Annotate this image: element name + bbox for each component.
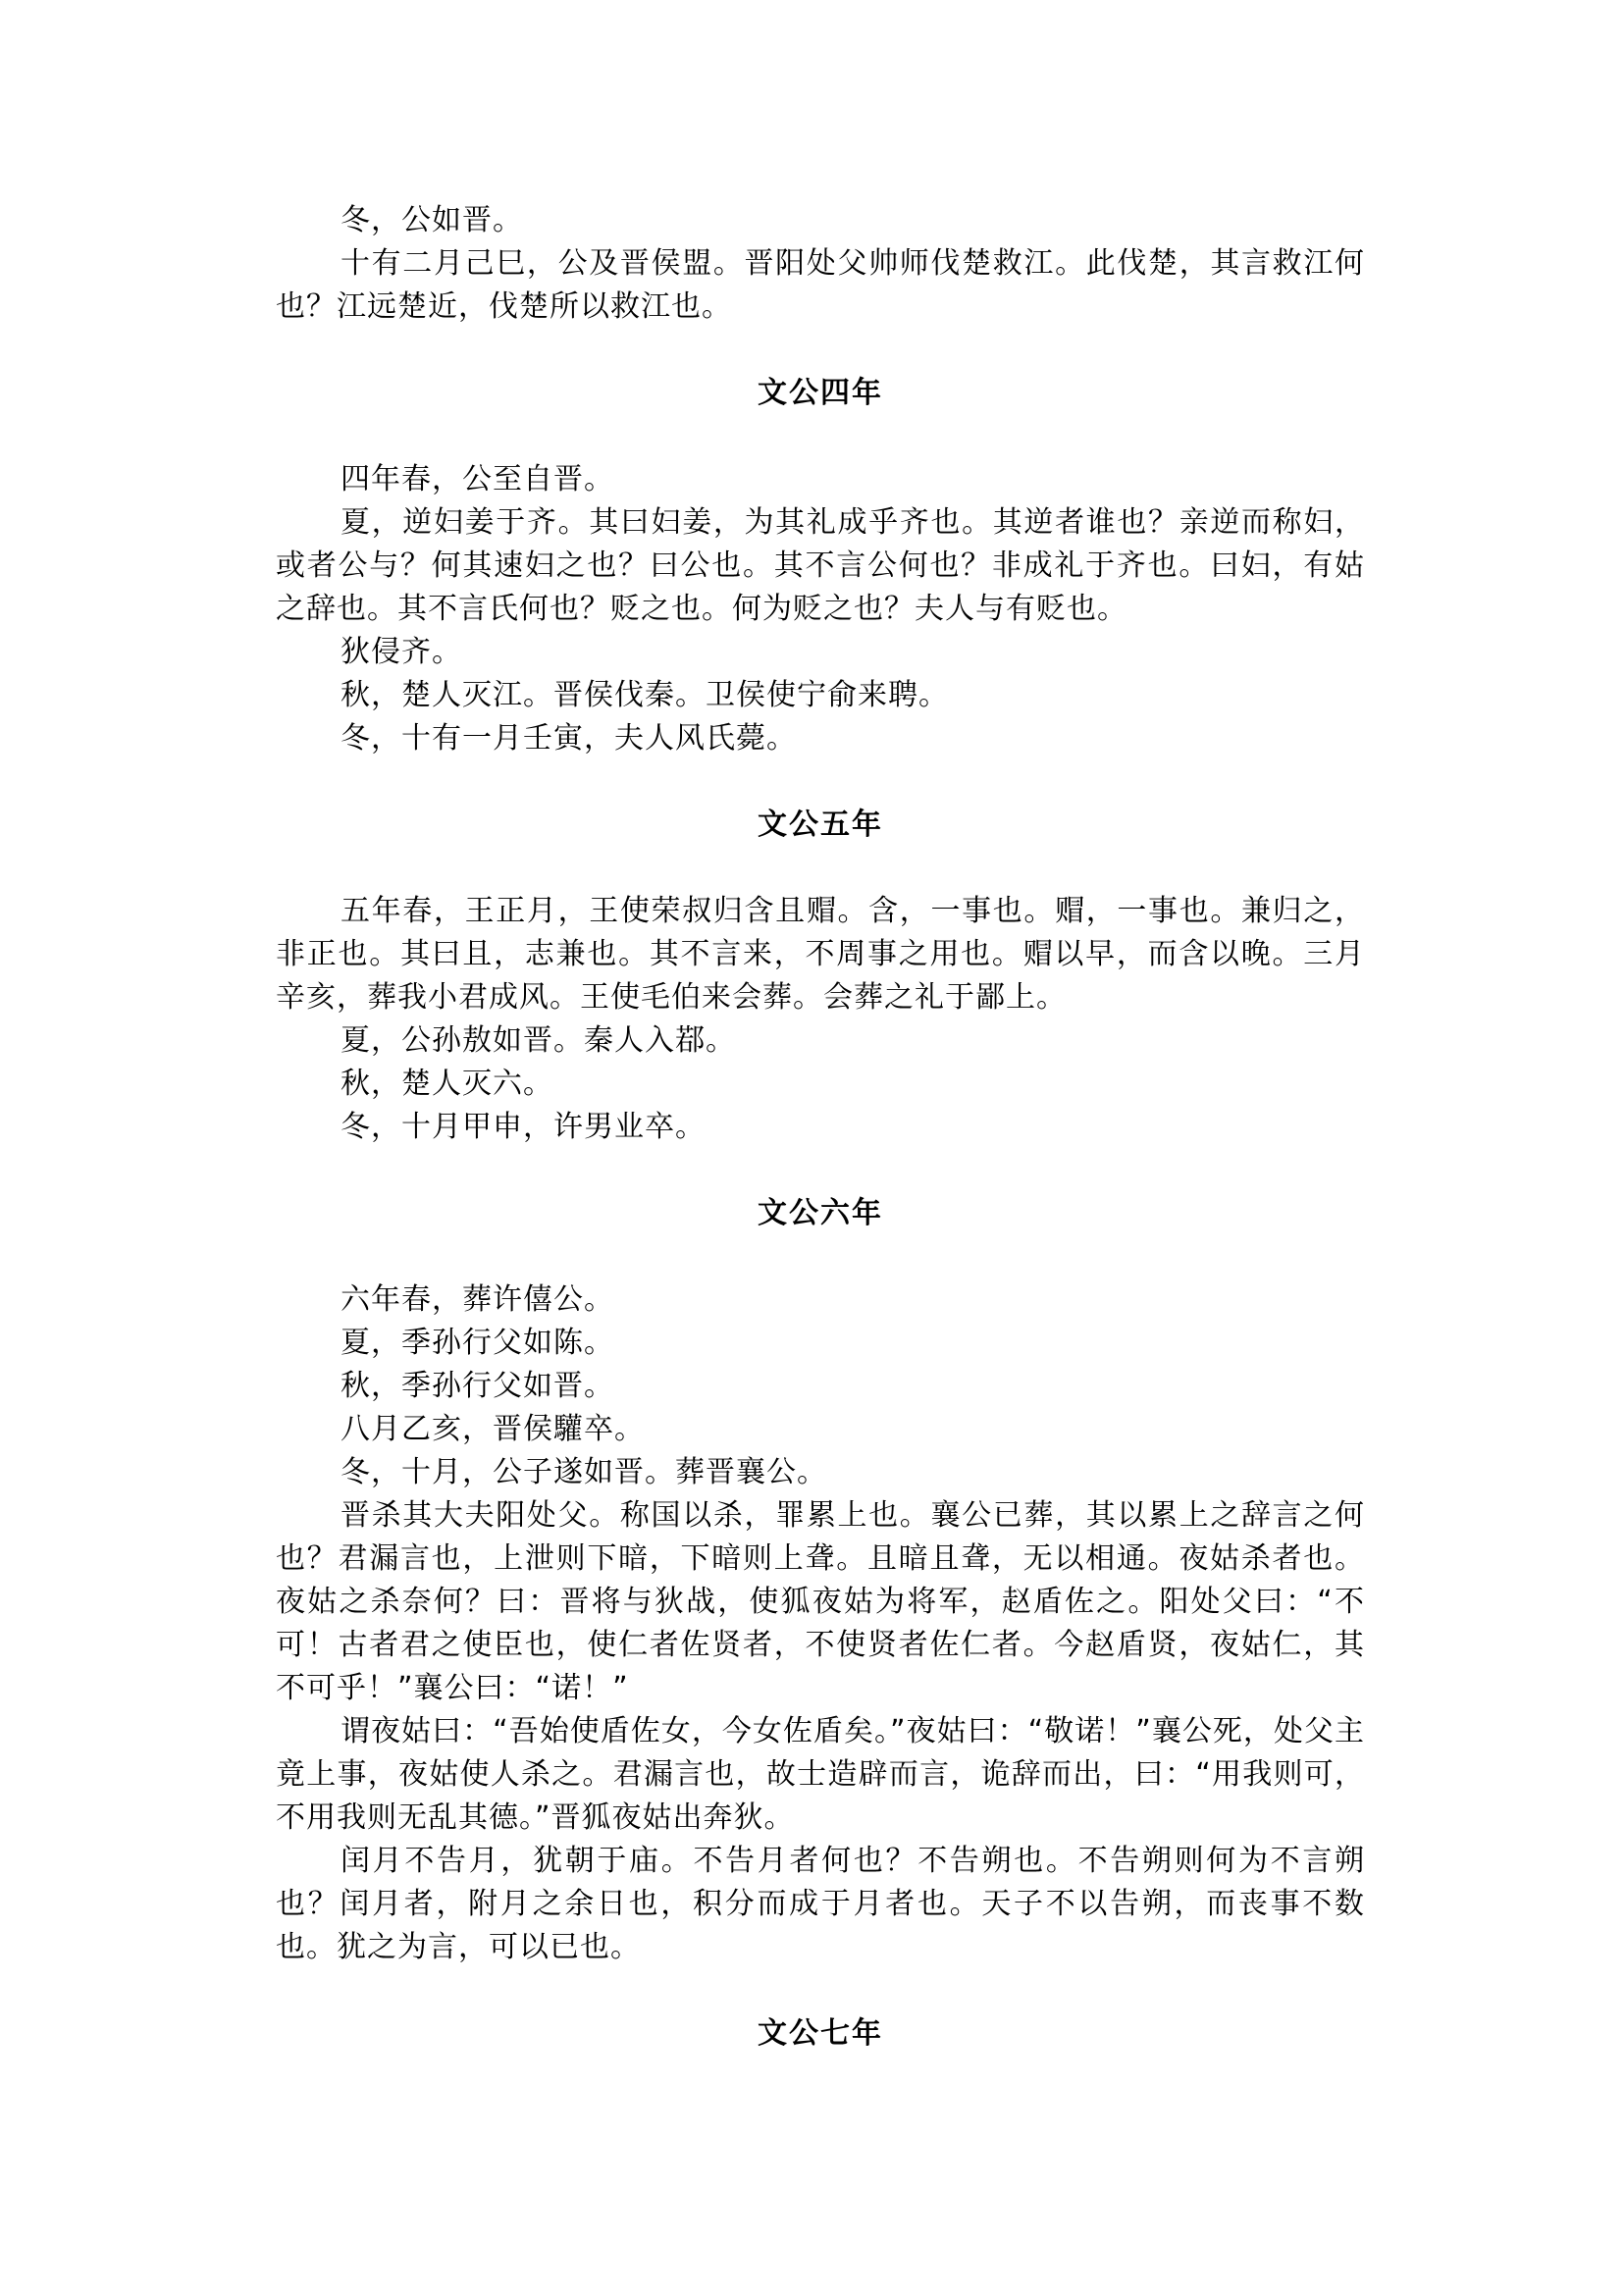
paragraph: 冬，十有一月壬寅，夫人风氏薨。 [341, 721, 797, 756]
section-wengong-6 [276, 1192, 1365, 1969]
section-heading: 文公四年 [758, 376, 883, 410]
section-wengong-5 [276, 804, 1365, 1149]
paragraph: 闰月不告月，犹朝于庙。不告月者何也？不告朔也。不告朔则何为不言朔也？闰月者，附月之余日也，积分而成于月者也。天子不以告朔，而丧事不数也。犹之为言，可以已也。 [276, 1844, 1365, 1964]
paragraph: 夏，季孙行父如陈。 [341, 1326, 614, 1360]
paragraph: 秋，楚人灭江。晋侯伐秦。卫侯使宁俞来聘。 [341, 678, 949, 712]
paragraph: 五年春，王正月，王使荣叔归含且赗。含，一事也。赗，一事也。兼归之，非正也。其曰且，志兼也。其不言来，不周事之用也。赗以早，而含以晚。三月辛亥，葬我小君成风。王使毛伯来会葬。会葬之礼于鄙上。 [276, 894, 1365, 1015]
paragraph: 四年春，公至自晋。 [341, 462, 614, 496]
section-heading: 文公六年 [758, 1196, 883, 1230]
paragraph: 夏，公孙敖如晋。秦人入鄀。 [341, 1023, 736, 1058]
paragraph: 夏，逆妇姜于齐。其曰妇姜，为其礼成乎齐也。其逆者谁也？亲逆而称妇，或者公与？何其速妇之也？曰公也。其不言公何也？非成礼于齐也。曰妇，有姑之辞也。其不言氏何也？贬之也。何为贬之也？夫人与有贬也。 [276, 505, 1365, 626]
paragraph: 八月乙亥，晋侯驩卒。 [341, 1412, 645, 1446]
section-heading: 文公七年 [758, 2016, 883, 2051]
paragraph: 秋，季孙行父如晋。 [341, 1369, 614, 1403]
section-continued [276, 199, 1365, 329]
section-wengong-4 [276, 372, 1365, 760]
section-heading: 文公五年 [758, 808, 883, 842]
paragraph: 冬，十月甲申，许男业卒。 [341, 1110, 706, 1144]
paragraph: 狄侵齐。 [341, 635, 462, 669]
paragraph: 六年春，葬许僖公。 [341, 1282, 614, 1317]
section-wengong-7 [276, 2012, 1365, 2056]
paragraph: 十有二月己巳，公及晋侯盟。晋阳处父帅师伐楚救江。此伐楚，其言救江何也？江远楚近，伐楚所以救江也。 [276, 246, 1365, 324]
paragraph: 冬，十月，公子遂如晋。葬晋襄公。 [341, 1455, 827, 1489]
paragraph: 谓夜姑曰：“吾始使盾佐女，今女佐盾矣。”夜姑曰：“敬诺！”襄公死，处父主竟上事，夜姑使人杀之。君漏言也，故士造辟而言，诡辞而出，曰：“用我则可，不用我则无乱其德。”晋狐夜姑出奔狄。 [276, 1714, 1365, 1835]
paragraph: 冬，公如晋。 [341, 203, 523, 237]
paragraph: 晋杀其大夫阳处父。称国以杀，罪累上也。襄公已葬，其以累上之辞言之何也？君漏言也，上泄则下暗，下暗则上聋。且暗且聋，无以相通。夜姑杀者也。夜姑之杀奈何？曰：晋将与狄战，使狐夜姑为将军，赵盾佐之。阳处父曰：“不可！古者君之使臣也，使仁者佐贤者，不使贤者佐仁者。今赵盾贤，夜姑仁，其不可乎！”襄公曰：“诺！” [276, 1498, 1365, 1705]
document-page [276, 199, 1365, 2099]
paragraph: 秋，楚人灭六。 [341, 1067, 553, 1101]
